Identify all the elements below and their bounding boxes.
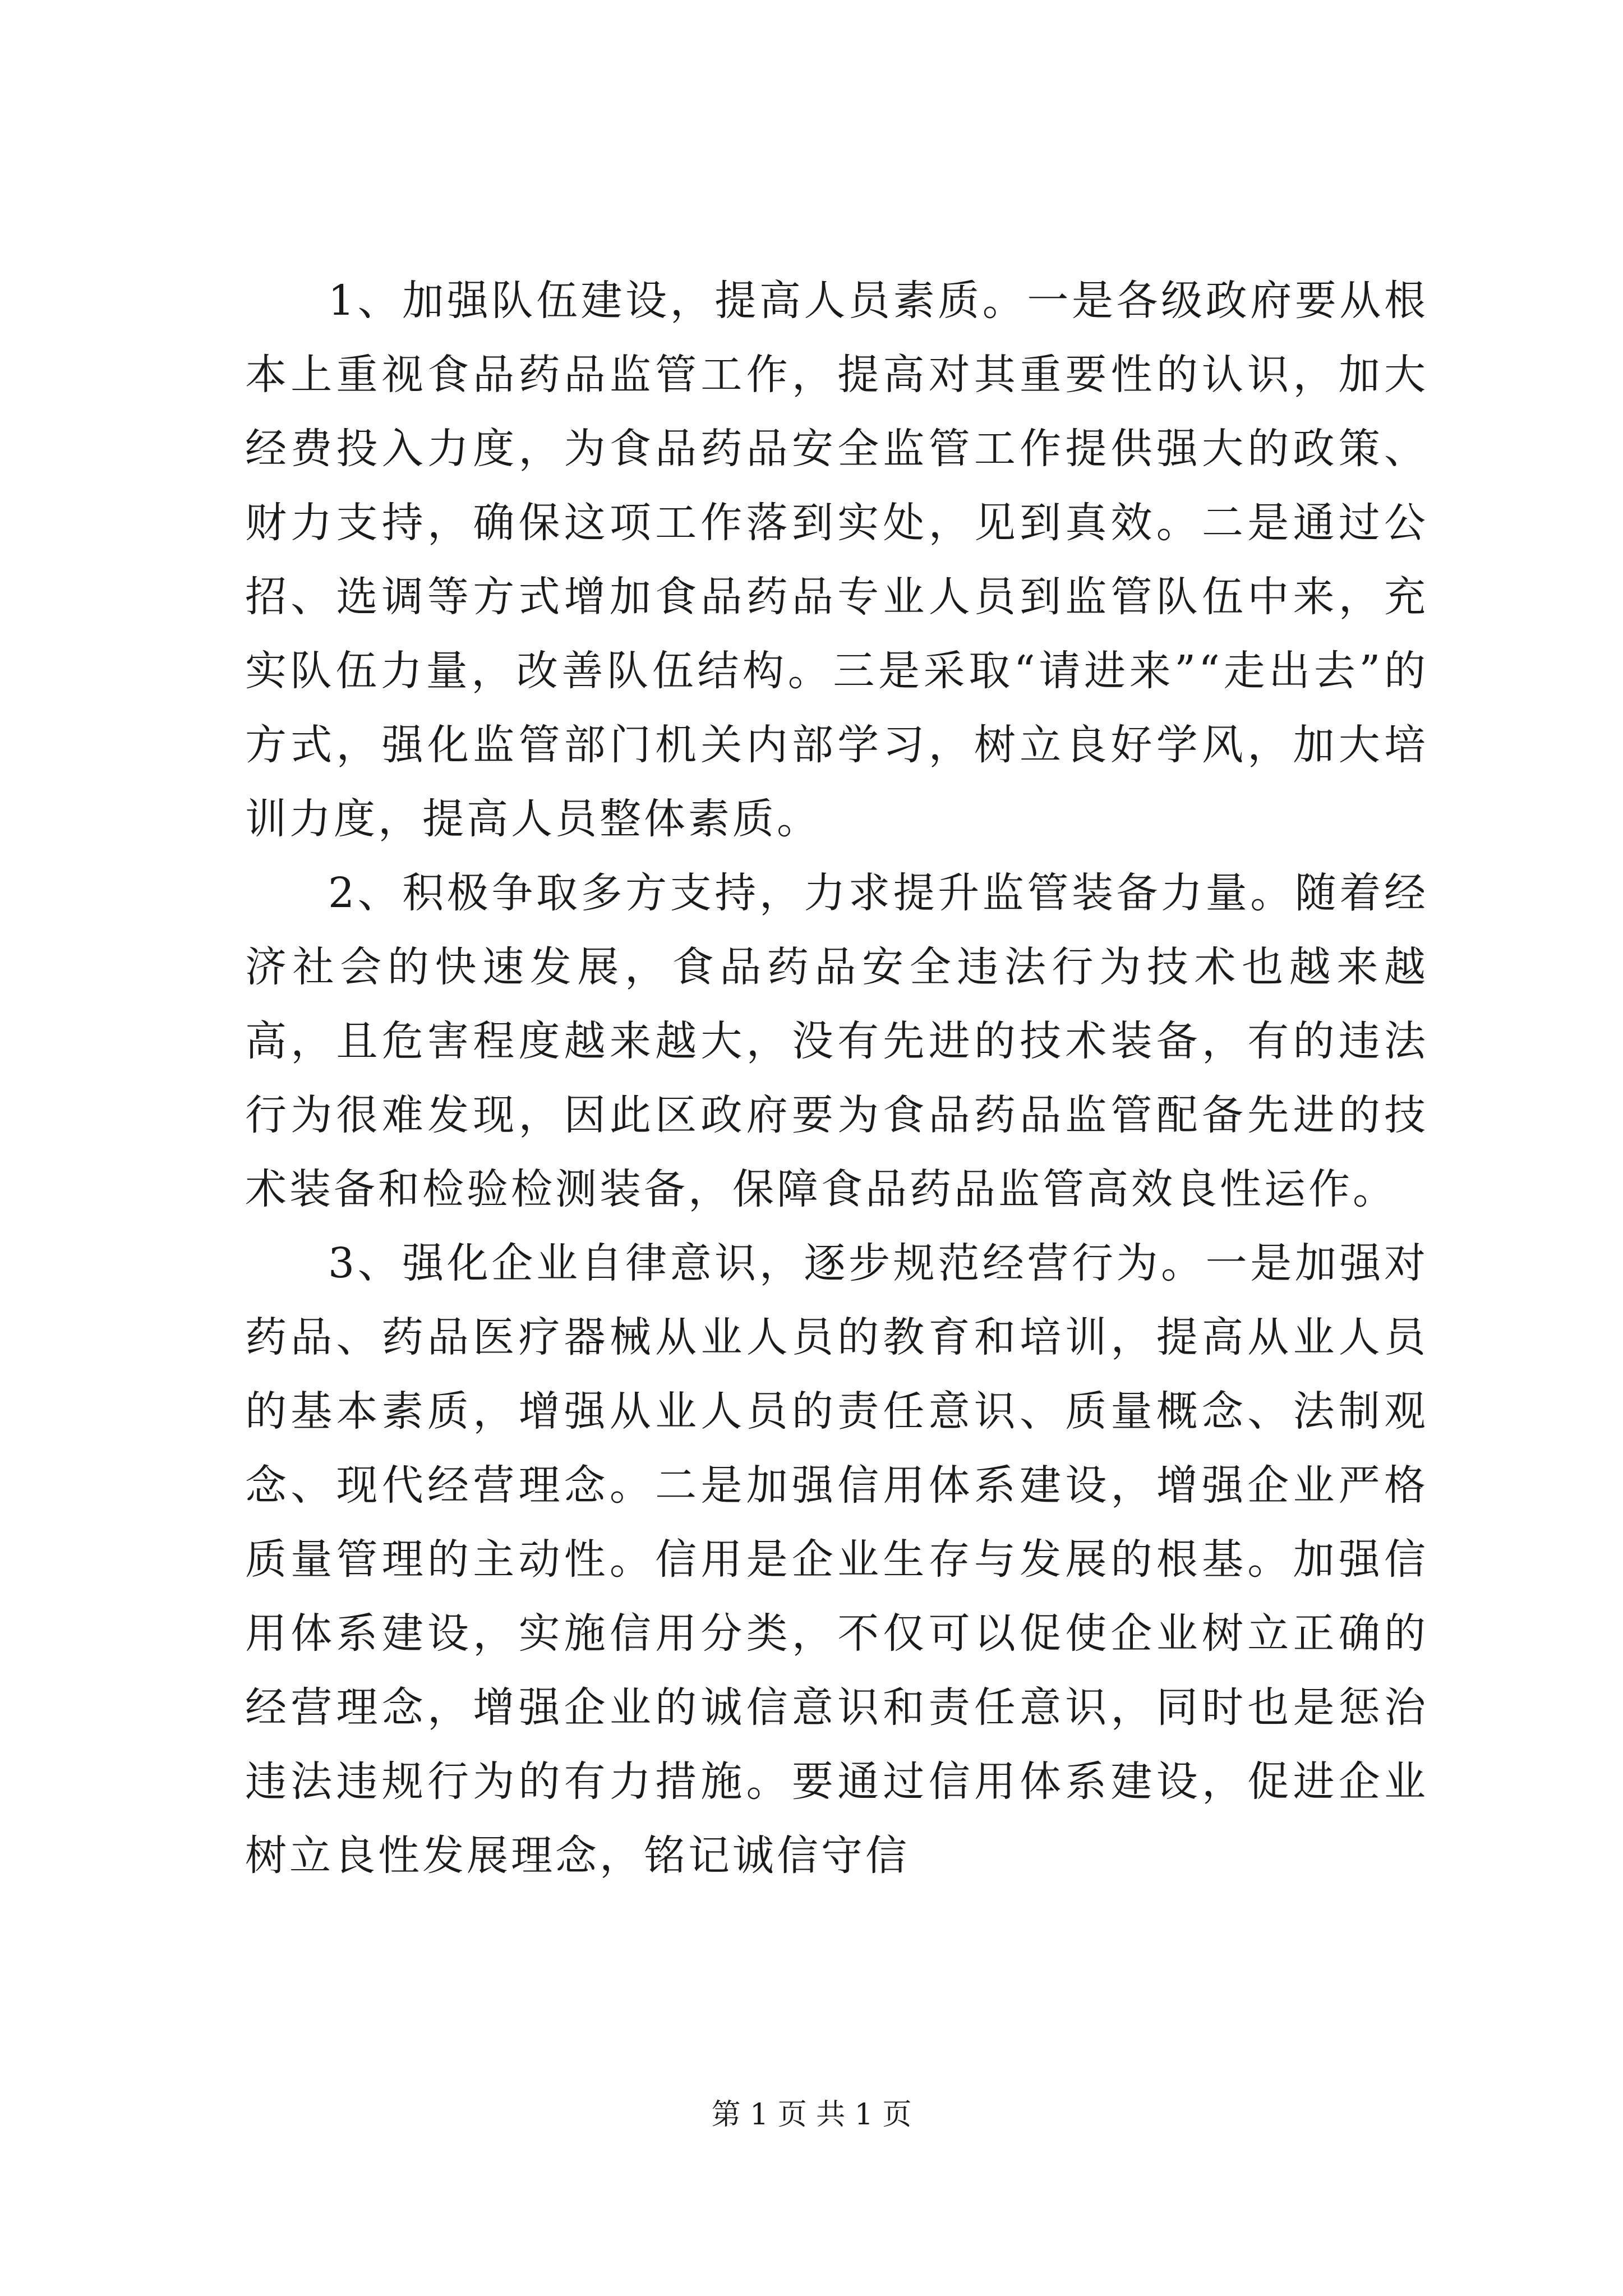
paragraph-1: 1、加强队伍建设，提高人员素质。一是各级政府要从根本上重视食品药品监管工作，提高对其重要性的认识，加大经费投入力度，为食品药品安全监管工作提供强大的政策、财力支持，确保这项工作落到实处，见到真效。二是通过公招、选调等方式增加食品药品专业人员到监管队伍中来，充实队伍力量，改善队伍结构。三是采取“请进来”“走出去”的方式，强化监管部门机关内部学习，树立良好学风，加大培训力度，提高人员整体素质。 <box>245 277 1428 843</box>
page-footer <box>0 2095 1623 2134</box>
paragraph-3: 3、强化企业自律意识，逐步规范经营行为。一是加强对药品、药品医疗器械从业人员的教育和培训，提高从业人员的基本素质，增强从业人员的责任意识、质量概念、法制观念、现代经营理念。二是加强信用体系建设，增强企业严格质量管理的主动性。信用是企业生存与发展的根基。加强信用体系建设，实施信用分类，不仅可以促使企业树立正确的经营理念，增强企业的诚信意识和责任意识，同时也是惩治违法违规行为的有力措施。要通过信用体系建设，促进企业树立良性发展理念，铭记诚信守信 <box>245 1239 1428 1880</box>
paragraph-2: 2、积极争取多方支持，力求提升监管装备力量。随着经济社会的快速发展，食品药品安全违法行为技术也越来越高，且危害程度越来越大，没有先进的技术装备，有的违法行为很难发现，因此区政府要为食品药品监管配备先进的技术装备和检验检测装备，保障食品药品监管高效良性运作。 <box>245 869 1428 1213</box>
page-number-label: 第 1 页 共 1 页 <box>711 2098 912 2132</box>
document-body <box>245 264 1428 1893</box>
